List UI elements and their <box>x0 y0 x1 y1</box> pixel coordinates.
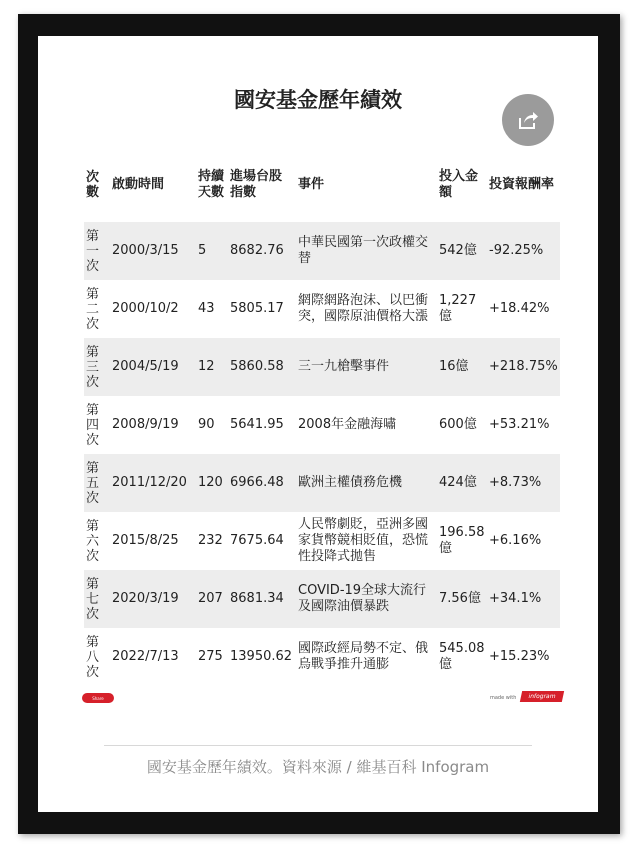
caption-divider <box>104 745 532 746</box>
cell-index: 5805.17 <box>230 301 284 316</box>
cell-date: 2000/10/2 <box>112 301 179 316</box>
table-row <box>84 454 560 512</box>
cell-index: 5641.95 <box>230 417 284 432</box>
cell-order: 第三次 <box>84 338 110 396</box>
table-row <box>84 570 560 628</box>
cell-index: 7675.64 <box>230 533 284 548</box>
cell-amount: 545.08億 <box>439 641 485 672</box>
cell-event: 2008年金融海嘯 <box>298 417 397 432</box>
share-button[interactable] <box>502 94 554 146</box>
cell-order: 第四次 <box>86 402 100 448</box>
cell-date: 2000/3/15 <box>110 222 196 280</box>
table-header-row <box>84 148 560 222</box>
cell-date: 2022/7/13 <box>112 649 179 664</box>
cell-days: 232 <box>198 533 223 548</box>
cell-return: +18.42% <box>489 301 550 316</box>
infogram-logo-text: infogram <box>527 693 557 700</box>
cell-event: 人民幣劇貶，亞洲多國家貨幣競相貶值，恐慌性投降式拋售 <box>298 517 429 564</box>
share-pill-button[interactable] <box>82 693 114 703</box>
cell-event: 中華民國第一次政權交替 <box>296 222 437 280</box>
share-pill-label: Share <box>92 695 104 701</box>
col-header-order: 次數 <box>86 170 100 200</box>
cell-return: +53.21% <box>489 417 550 432</box>
cell-date: 2020/3/19 <box>110 570 196 628</box>
cell-days: 275 <box>198 649 223 664</box>
infogram-logo[interactable] <box>520 691 564 702</box>
cell-amount: 542億 <box>437 222 487 280</box>
cell-event: 網際網路泡沫、以巴衝突，國際原油價格大漲 <box>298 293 429 324</box>
cell-amount: 16億 <box>437 338 487 396</box>
cell-date: 2011/12/20 <box>110 454 196 512</box>
cell-order: 第二次 <box>86 286 100 332</box>
cell-days: 120 <box>196 454 228 512</box>
cell-amount: 424億 <box>437 454 487 512</box>
cell-index: 5860.58 <box>228 338 296 396</box>
cell-days: 90 <box>198 417 215 432</box>
table-row <box>84 628 560 686</box>
page-title: 國安基金歷年績效 <box>234 88 402 112</box>
cell-amount: 1,227億 <box>439 293 477 324</box>
table-row <box>84 222 560 280</box>
col-header-date: 啟動時間 <box>112 177 165 192</box>
cell-amount: 600億 <box>439 417 477 432</box>
col-header-event: 事件 <box>298 177 325 192</box>
cell-amount: 7.56億 <box>437 570 487 628</box>
table-row <box>84 280 560 338</box>
picture-frame <box>18 14 620 834</box>
cell-days: 207 <box>196 570 228 628</box>
cell-return: +218.75% <box>487 338 560 396</box>
share-icon <box>517 110 539 130</box>
cell-return: +6.16% <box>489 533 542 548</box>
cell-days: 5 <box>196 222 228 280</box>
col-header-amount: 投入金額 <box>439 169 479 200</box>
cell-return: +15.23% <box>489 649 550 664</box>
cell-order: 第六次 <box>86 518 100 564</box>
cell-event: 國際政經局勢不定、俄烏戰爭推升通膨 <box>298 641 429 672</box>
cell-order: 第五次 <box>84 454 110 512</box>
cell-event: 歐洲主權債務危機 <box>296 454 437 512</box>
cell-return: -92.25% <box>487 222 560 280</box>
table-row <box>84 338 560 396</box>
table-row <box>84 396 560 454</box>
col-header-index: 進場台股指數 <box>230 169 283 200</box>
cell-order: 第七次 <box>84 570 110 628</box>
cell-date: 2015/8/25 <box>112 533 179 548</box>
col-header-days: 持續天數 <box>198 169 225 200</box>
cell-index: 13950.62 <box>230 649 293 664</box>
cell-date: 2008/9/19 <box>112 417 179 432</box>
performance-table <box>84 148 560 686</box>
cell-order: 第一次 <box>84 222 110 280</box>
table-row <box>84 512 560 570</box>
cell-amount: 196.58億 <box>439 525 485 556</box>
col-header-return: 投資報酬率 <box>489 177 555 192</box>
infographic-card <box>38 36 598 812</box>
cell-return: +34.1% <box>487 570 560 628</box>
made-with-text: made with <box>490 695 517 701</box>
cell-days: 12 <box>196 338 228 396</box>
cell-return: +8.73% <box>487 454 560 512</box>
cell-index: 8682.76 <box>228 222 296 280</box>
cell-index: 8681.34 <box>228 570 296 628</box>
cell-event: COVID-19全球大流行及國際油價暴跌 <box>296 570 437 628</box>
figure-caption: 國安基金歷年績效。資料來源 / 維基百科 Infogram <box>146 758 490 776</box>
cell-date: 2004/5/19 <box>110 338 196 396</box>
cell-index: 6966.48 <box>228 454 296 512</box>
cell-event: 三一九槍擊事件 <box>296 338 437 396</box>
cell-order: 第八次 <box>86 634 100 680</box>
cell-days: 43 <box>198 301 215 316</box>
